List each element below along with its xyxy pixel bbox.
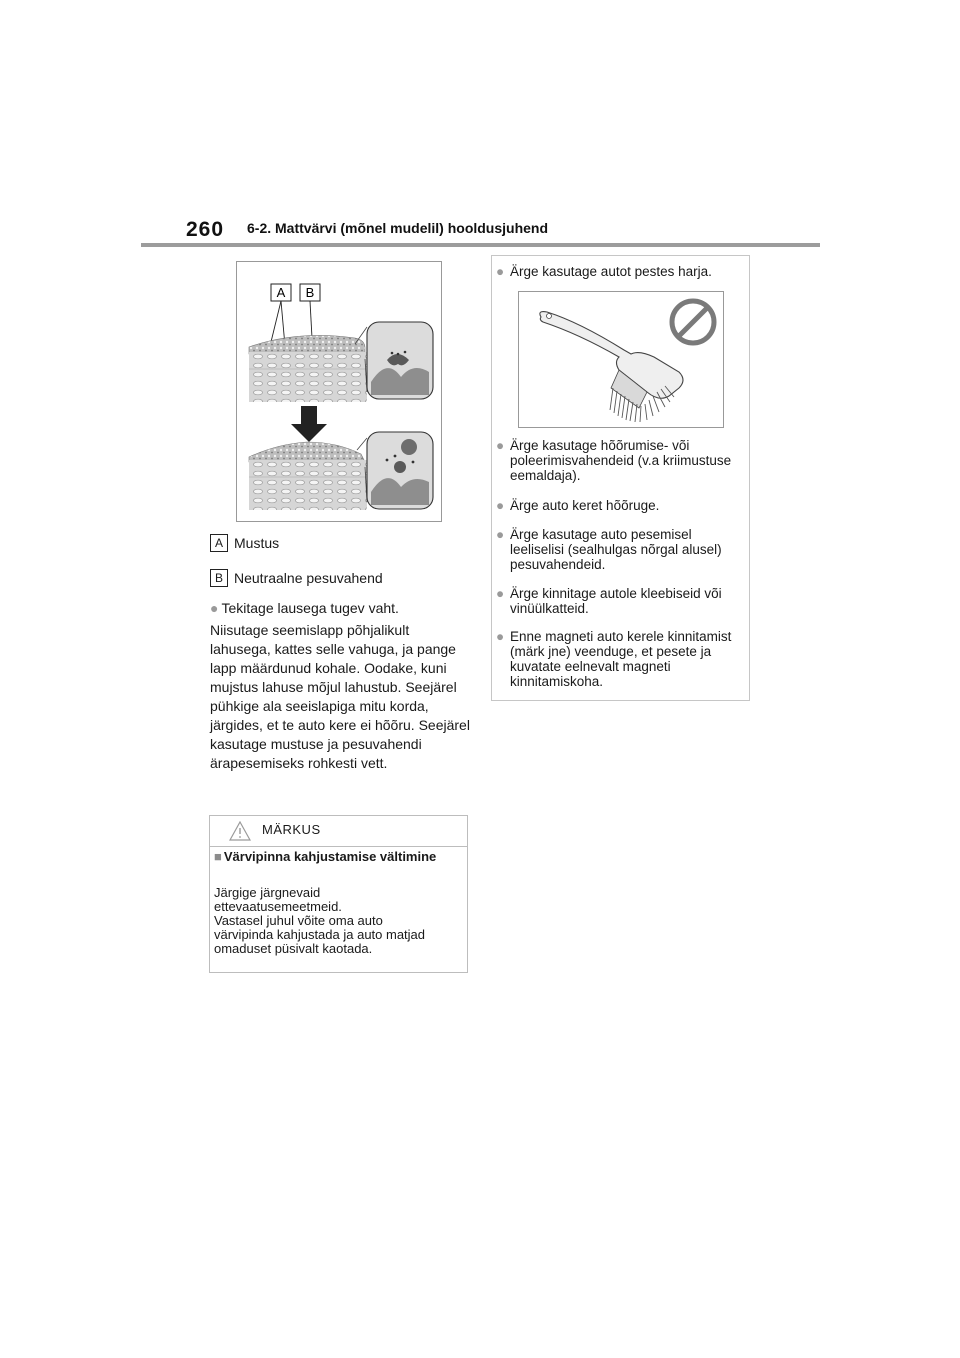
precaution-item (496, 527, 746, 572)
legend-text-dirt: Mustus (234, 535, 280, 551)
figure-label-a (271, 284, 291, 301)
legend-row-detergent (210, 569, 383, 587)
precaution-item (496, 586, 746, 616)
foam-instruction-text: Tekitage lausega tugev vaht. (221, 600, 399, 616)
precaution-item (496, 629, 746, 689)
legend-text-detergent: Neutraalne pesuvahend (234, 570, 383, 586)
precaution-item (496, 438, 746, 483)
notice-subtitle-text: Värvipinna kahjustamise vältimine (223, 849, 437, 864)
foam-instruction (210, 600, 399, 616)
notice-header (210, 816, 467, 847)
notice-box (209, 815, 468, 973)
notice-title: MÄRKUS (262, 822, 321, 837)
legend-marker-b: B (210, 569, 228, 587)
notice-subtitle (214, 849, 464, 864)
notice-body: Järgige järgnevaid ettevaatusemeetmeid. Vastasel juhul võite oma auto värvipinda kahjustada ja auto matjad omaduset püsivalt kaotada. (214, 885, 426, 956)
precaution-text: Ärge kinnitage autole kleebiseid või vinüülkatteid. (510, 586, 722, 616)
precaution-text: Ärge kasutage autot pestes harja. (510, 264, 712, 279)
bullet-icon: ● (496, 629, 505, 644)
brush-prohibited-icon (519, 292, 723, 427)
bullet-icon: ● (496, 527, 505, 542)
header-divider (141, 243, 820, 247)
square-bullet-icon: ■ (214, 849, 222, 864)
precautions-box (491, 255, 750, 701)
precaution-text: Ärge kasutage hõõrumise- või poleerimisvahendeid (v.a kriimustuse eemaldaja). (510, 438, 732, 483)
precaution-item (496, 498, 746, 513)
precaution-text: Ärge kasutage auto pesemisel leeliselisi (sealhulgas nõrgal alusel) pesuvahendeid. (510, 527, 722, 572)
bullet-icon: ● (496, 264, 505, 279)
figure-label-b (300, 284, 320, 301)
bullet-icon: ● (210, 600, 219, 616)
section-title: 6-2. Mattvärvi (mõnel mudelil) hooldusjuhend (247, 220, 549, 236)
bullet-icon: ● (496, 438, 505, 453)
precaution-text: Enne magneti auto kerele kinnitamist (märk jne) veenduge, et pesete ja kuvatate eelnevalt magneti kinnitamiskoha. (510, 629, 732, 689)
precaution-item (496, 264, 746, 279)
svg-text:B: B (305, 285, 315, 300)
bullet-icon: ● (496, 586, 505, 601)
page-number: 260 (186, 218, 225, 241)
bullet-icon: ● (496, 498, 505, 513)
precaution-text: Ärge auto keret hõõruge. (510, 498, 660, 513)
no-brush-illustration (518, 291, 724, 428)
legend-row-dirt (210, 534, 279, 552)
svg-text:A: A (276, 285, 286, 300)
foam-cleaning-illustration (236, 261, 442, 522)
warning-icon (229, 821, 251, 841)
cleaning-paragraph: Niisutage seemislapp põhjalikult lahusega, kattes selle vahuga, ja pange lapp määrdunud kohale. Oodake, kuni mujstus lahuse mõjul lahustub. Seejärel pühkige ala seeislapiga mitu korda, järgides, et te auto kere ei hõõru. Seejärel kasutage mustuse ja pesuvahendi ärapesemiseks rohkesti vett. (210, 622, 470, 771)
legend-marker-a: A (210, 534, 228, 552)
